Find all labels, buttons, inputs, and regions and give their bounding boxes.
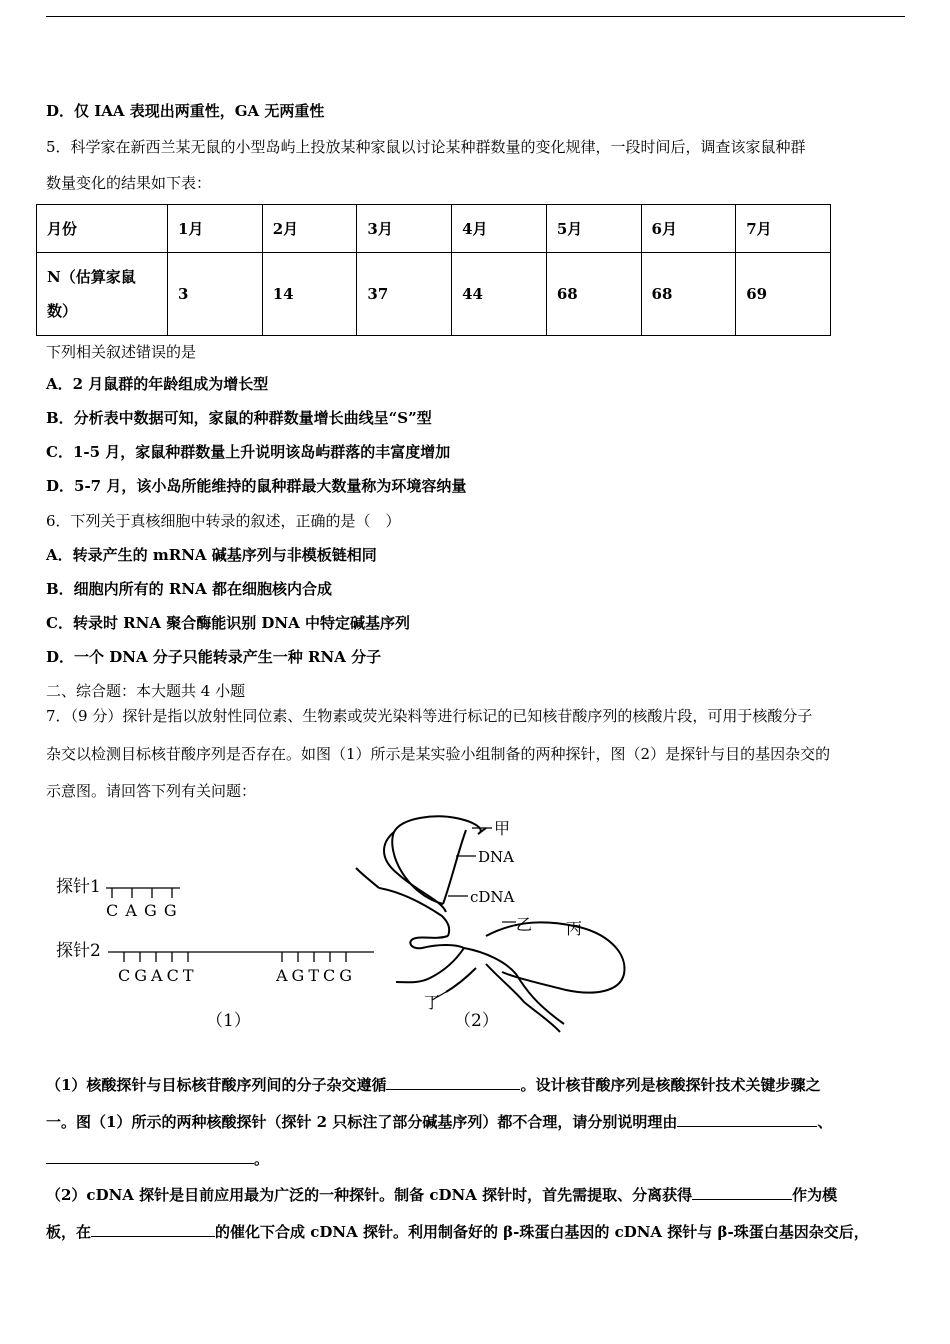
header-rule: [46, 16, 905, 17]
q7-sub1-line2: [46, 1110, 832, 1132]
probe1-sequence: C A G G: [106, 901, 178, 920]
table-header-label: 月份: [37, 205, 168, 253]
table-value: 69: [736, 253, 831, 336]
table-month: 7月: [736, 205, 831, 253]
q6-option-b: B．细胞内所有的 RNA 都在细胞核内合成: [46, 580, 332, 598]
q7-sub1-text-d: 、: [817, 1113, 833, 1131]
q7-sub1-line3: [46, 1147, 269, 1169]
q7-sub2-text-a: （2）cDNA 探针是目前应用最为广泛的一种探针。制备 cDNA 探针时，首先需提取、分离获得: [46, 1186, 693, 1204]
answer-blank-1[interactable]: [386, 1073, 520, 1090]
q7-sub1-text-c: 一。图（1）所示的两种核酸探针（探针 2 只标注了部分碱基序列）都不合理，请分别说明理由: [46, 1113, 678, 1131]
label-yi: 乙: [516, 915, 533, 934]
q7-stem-line1: 7．（9 分）探针是指以放射性同位素、生物素或荧光染料等进行标记的已知核苷酸序列的核酸片段，可用于核酸分子: [46, 707, 813, 725]
table-value: 68: [641, 253, 736, 336]
table-value-row: [37, 253, 831, 336]
label-bing: 丙: [566, 919, 583, 938]
q5-option-a: A．2 月鼠群的年龄组成为增长型: [46, 375, 269, 393]
answer-blank-2[interactable]: [677, 1110, 817, 1127]
table-value: 37: [357, 253, 452, 336]
probe2-label: 探针2: [56, 941, 101, 961]
q6-option-d: D．一个 DNA 分子只能转录产生一种 RNA 分子: [46, 648, 382, 666]
label-cdna: cDNA: [470, 888, 515, 906]
q6-stem: 6．下列关于真核细胞中转录的叙述，正确的是（ ）: [46, 512, 401, 530]
q7-sub2-text-c: 板，在: [46, 1223, 92, 1241]
q5-option-c: C．1-5 月，家鼠种群数量上升说明该岛屿群落的丰富度增加: [46, 443, 451, 461]
table-header-row: [37, 205, 831, 253]
q7-stem-line2: 杂交以检测目标核苷酸序列是否存在。如图（1）所示是某实验小组制备的两种探针，图（2）是探针与目的基因杂交的: [46, 745, 831, 763]
q5-option-b: B．分析表中数据可知，家鼠的种群数量增长曲线呈“S”型: [46, 409, 432, 427]
q6-option-a: A．转录产生的 mRNA 碱基序列与非模板链相同: [46, 546, 377, 564]
table-month: 2月: [262, 205, 357, 253]
answer-blank-4[interactable]: [692, 1183, 792, 1200]
q7-sub1-text-e: 。: [254, 1150, 270, 1168]
q7-stem-line3: 示意图。请回答下列有关问题：: [46, 782, 257, 800]
figure1-caption: （1）: [206, 1011, 251, 1031]
answer-blank-3[interactable]: [46, 1147, 254, 1164]
q7-sub2-line1: [46, 1183, 837, 1205]
probe2-sequence-right: AGTCG: [276, 966, 357, 985]
q7-sub1-text-a: （1）核酸探针与目标核苷酸序列间的分子杂交遵循: [46, 1076, 387, 1094]
label-dna: DNA: [478, 848, 514, 866]
table-month: 4月: [452, 205, 547, 253]
row-label-line2: 数）: [47, 302, 78, 320]
q7-sub2-text-b: 作为模: [792, 1186, 838, 1204]
q7-sub2-line2: [46, 1220, 869, 1242]
probe-hybridization-figure: [46, 812, 666, 1042]
mouse-population-table: [36, 204, 831, 336]
q5-stem-line1: 5．科学家在新西兰某无鼠的小型岛屿上投放某种家鼠以讨论某种群数量的变化规律，一段时间后，调查该家鼠种群: [46, 138, 806, 156]
probe1-ticks: [112, 888, 172, 898]
figure2-caption: （2）: [454, 1011, 499, 1031]
q6-option-c: C．转录时 RNA 聚合酶能识别 DNA 中特定碱基序列: [46, 614, 411, 632]
q7-sub1-text-b: 。设计核苷酸序列是核酸探针技术关键步骤之: [520, 1076, 821, 1094]
table-value: 68: [546, 253, 641, 336]
table-value: 14: [262, 253, 357, 336]
q5-stem-line2: 数量变化的结果如下表：: [46, 174, 212, 192]
label-ding: 丁: [424, 993, 441, 1012]
label-jia: 甲: [494, 819, 511, 838]
probe2-sequence-left: CGACT: [118, 966, 198, 985]
table-value: 44: [452, 253, 547, 336]
row-label-line1: N（估算家鼠: [47, 268, 136, 286]
table-month: 6月: [641, 205, 736, 253]
q5-question: 下列相关叙述错误的是: [46, 343, 197, 361]
q7-sub1-line1: [46, 1073, 820, 1095]
probe2-ticks: [124, 952, 346, 962]
table-month: 1月: [168, 205, 263, 253]
table-row-label: [37, 253, 168, 336]
probe1-label: 探针1: [56, 877, 101, 897]
table-month: 5月: [546, 205, 641, 253]
answer-blank-5[interactable]: [91, 1220, 215, 1237]
section2-title: 二、综合题：本大题共 4 小题: [46, 682, 246, 700]
q4-option-d: D．仅 IAA 表现出两重性，GA 无两重性: [46, 102, 325, 120]
q7-sub2-text-d: 的催化下合成 cDNA 探针。利用制备好的 β-珠蛋白基因的 cDNA 探针与 β-珠蛋白基因杂交后，: [215, 1223, 869, 1241]
table-month: 3月: [357, 205, 452, 253]
table-value: 3: [168, 253, 263, 336]
q5-option-d: D．5-7 月，该小岛所能维持的鼠种群最大数量称为环境容纳量: [46, 477, 467, 495]
